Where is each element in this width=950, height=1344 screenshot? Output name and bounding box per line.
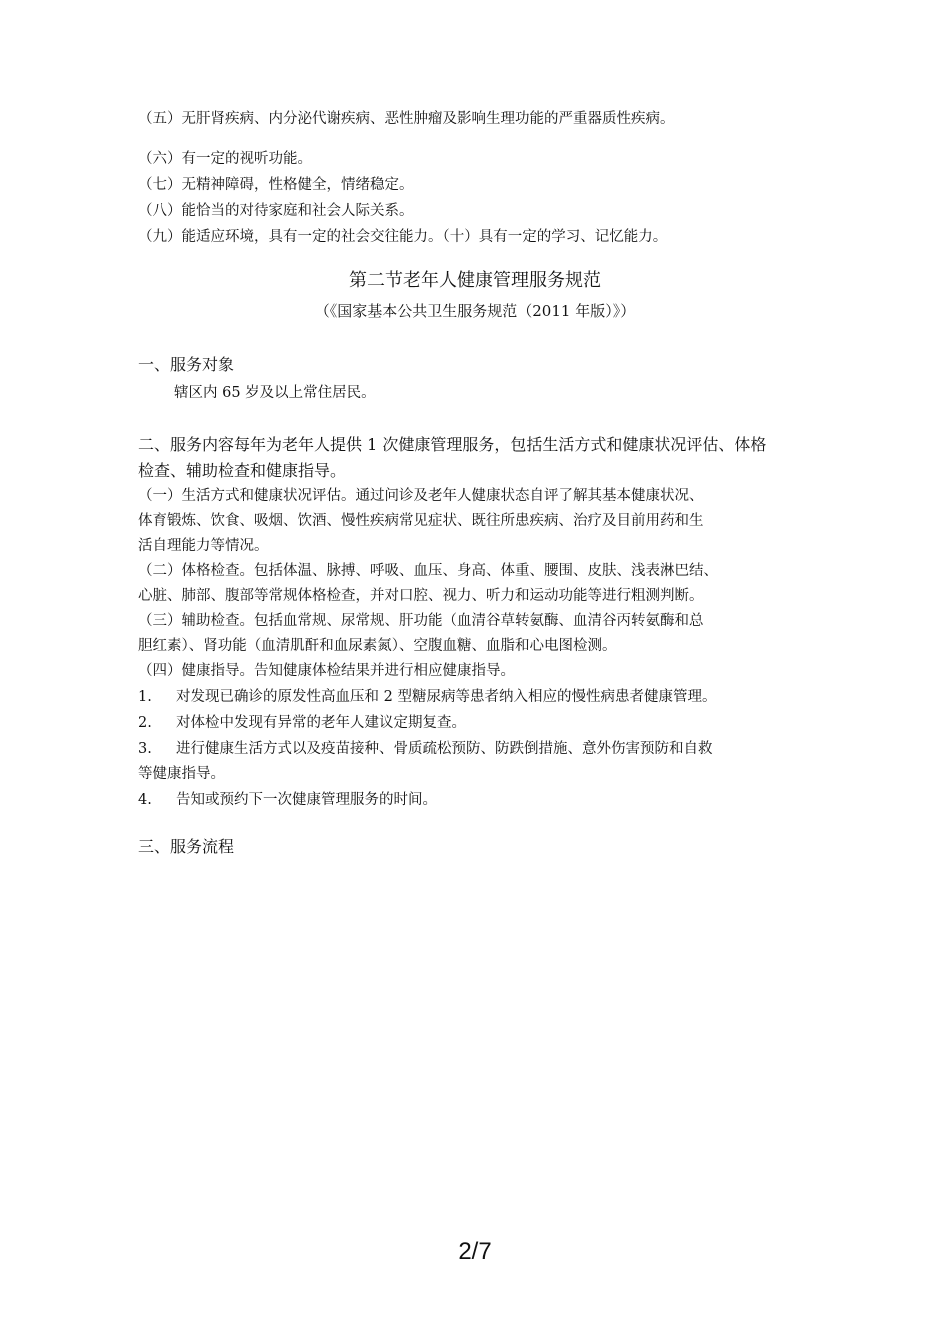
guidance-item-3-number: 3. — [138, 741, 152, 757]
section-subtitle: （《国家基本公共卫生服务规范（2011 年版）》） — [314, 302, 636, 320]
guidance-item-4-number: 4. — [138, 792, 152, 808]
assessment-line-3: 活自理能力等情况。 — [138, 538, 269, 554]
service-target-heading: 一、服务对象 — [138, 355, 235, 374]
guidance-item-3-continued: 等健康指导。 — [138, 766, 225, 782]
section-title: 第二节老年人健康管理服务规范 — [349, 270, 601, 291]
service-content-line-1: 二、服务内容每年为老年人提供 1 次健康管理服务，包括生活方式和健康状况评估、体格 — [138, 435, 767, 454]
guidance-item-3 — [138, 740, 713, 758]
service-flow-heading: 三、服务流程 — [138, 837, 235, 856]
guidance-item-2-number: 2. — [138, 715, 152, 731]
criteria-item-7: （七）无精神障碍，性格健全，情绪稳定。 — [138, 177, 414, 193]
guidance-item-1-number: 1. — [138, 689, 152, 705]
physical-exam-line-2: 心脏、肺部、腹部等常规体格检查，并对口腔、视力、听力和运动功能等进行粗测判断。 — [138, 588, 704, 604]
auxiliary-exam-line-1: （三）辅助检查。包括血常规、尿常规、肝功能（血清谷草转氨酶、血清谷丙转氨酶和总 — [138, 613, 704, 629]
guidance-item-1 — [138, 688, 716, 706]
criteria-item-8: （八）能恰当的对待家庭和社会人际关系。 — [138, 203, 414, 219]
page-number: 2/7 — [458, 1238, 492, 1265]
guidance-item-4-text: 告知或预约下一次健康管理服务的时间。 — [176, 792, 437, 808]
auxiliary-exam-line-2: 胆红素）、肾功能（血清肌酐和血尿素氮）、空腹血糖、血脂和心电图检测。 — [138, 638, 617, 654]
criteria-item-6: （六）有一定的视听功能。 — [138, 151, 312, 167]
criteria-item-5: （五）无肝肾疾病、内分泌代谢疾病、恶性肿瘤及影响生理功能的严重器质性疾病。 — [138, 111, 675, 127]
guidance-item-1-text: 对发现已确诊的原发性高血压和 2 型糖尿病等患者纳入相应的慢性病患者健康管理。 — [176, 689, 717, 705]
physical-exam-line-1: （二）体格检查。包括体温、脉搏、呼吸、血压、身高、体重、腰围、皮肤、浅表淋巴结、 — [138, 563, 718, 579]
guidance-item-3-text: 进行健康生活方式以及疫苗接种、骨质疏松预防、防跌倒措施、意外伤害预防和自救 — [176, 741, 713, 757]
guidance-item-2 — [138, 714, 466, 732]
guidance-item-4 — [138, 791, 437, 809]
guidance-item-2-text: 对体检中发现有异常的老年人建议定期复查。 — [176, 715, 466, 731]
service-target-text: 辖区内 65 岁及以上常住居民。 — [174, 385, 376, 401]
assessment-line-2: 体育锻炼、饮食、吸烟、饮酒、慢性疾病常见症状、既往所患疾病、治疗及目前用药和生 — [138, 513, 704, 529]
service-content-line-2: 检查、辅助检查和健康指导。 — [138, 461, 347, 480]
health-guidance-line: （四）健康指导。告知健康体检结果并进行相应健康指导。 — [138, 663, 515, 679]
assessment-line-1: （一）生活方式和健康状况评估。通过问诊及老年人健康状态自评了解其基本健康状况、 — [138, 488, 704, 504]
criteria-item-9-10: （九）能适应环境，具有一定的社会交往能力。（十）具有一定的学习、记忆能力。 — [138, 229, 668, 245]
